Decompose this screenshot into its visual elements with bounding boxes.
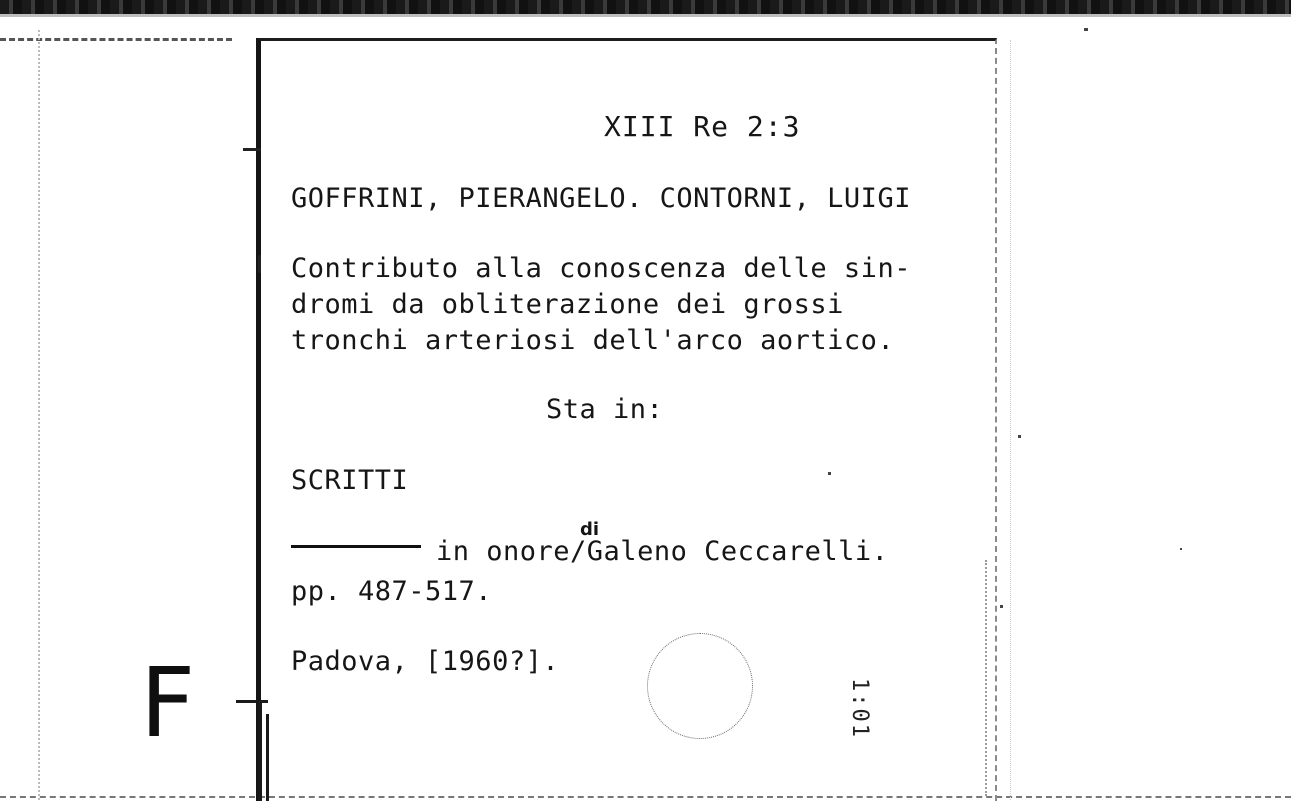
scan-top-edge [0,14,1291,17]
speck [1018,435,1021,438]
scan-right-edge [1010,40,1011,800]
title-line: Contributo alla conoscenza delle sin- [291,253,911,284]
speck [1180,548,1182,550]
stamp-circle [647,633,753,739]
pages: pp. 487-517. [291,576,493,607]
shelfmark: XIII Re 2:3 [604,110,801,143]
scan-top-border [0,0,1291,14]
repeat-dash [291,545,421,548]
card-bottom-bracket [236,700,272,801]
title-line: dromi da obliterazione dei grossi [291,289,844,320]
margin-letter: F [140,647,196,759]
card-left-mark [243,148,261,151]
speck [1000,605,1003,608]
place-date: Padova, [1960?]. [291,646,560,677]
in-onore-line: in onore/Galeno Ceccarelli. [436,536,889,567]
collection-title: SCRITTI [291,465,409,496]
sta-in-label: Sta in: [546,394,664,425]
speck [1084,28,1088,31]
side-number: 1:01 [847,678,872,739]
speck [828,472,831,475]
authors: GOFFRINI, PIERANGELO. CONTORNI, LUIGI [291,183,911,214]
title-line: tronchi arteriosi dell'arco aortico. [291,325,895,356]
scan-left-dots [38,30,40,800]
scan-left-dash [0,38,232,41]
card-right-edge [985,560,987,796]
insert-mark: di [580,519,600,540]
card-left-tick [258,255,261,273]
